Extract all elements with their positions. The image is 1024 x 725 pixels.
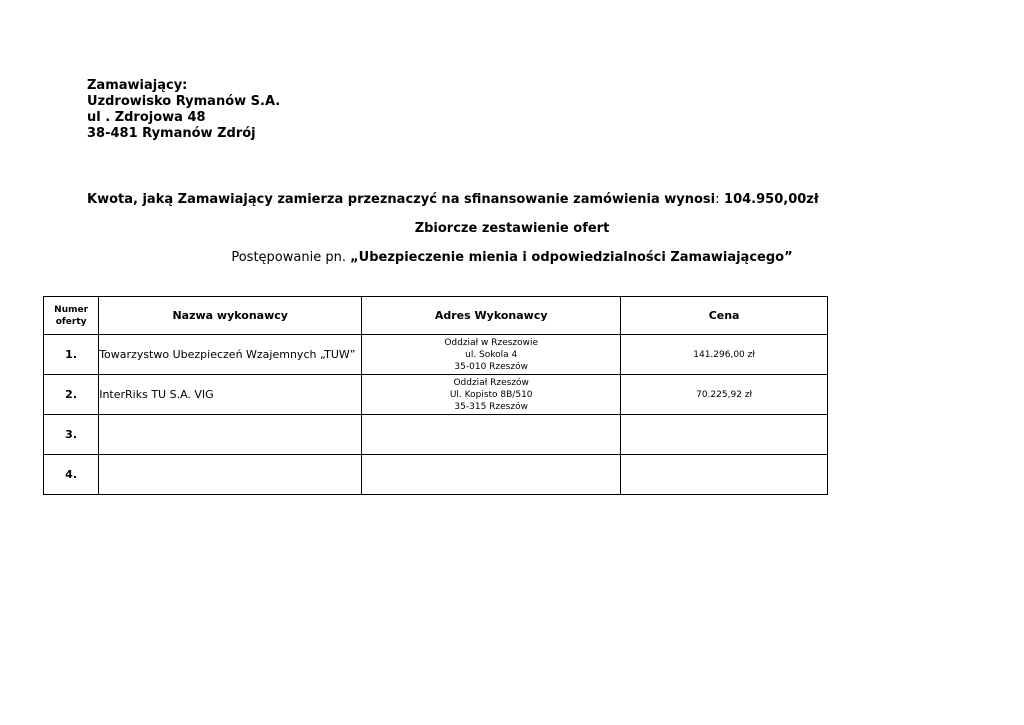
offer-number-cell: 1. [44,335,99,375]
contracting-authority-name: Uzdrowisko Rymanów S.A. [87,94,281,109]
contractor-name-cell [99,415,362,455]
table-row [44,455,828,495]
header-offer-number [44,297,99,335]
proceeding-name: „Ubezpieczenie mienia i odpowiedzialności Zamawiającego” [350,250,793,265]
table-row [44,375,828,415]
budget-amount-text: Kwota, jaką Zamawiający zamierza przeznaczyć na sfinansowanie zamówienia wynosi [87,192,716,207]
table-row [44,415,828,455]
table-row [44,335,828,375]
address-line: Oddział Rzeszów [453,377,529,388]
contractor-name-cell: Towarzystwo Ubezpieczeń Wzajemnych „TUW” [99,335,362,375]
budget-amount-value: 104.950,00zł [719,192,819,207]
contracting-authority-label: Zamawiający: [87,78,188,93]
header-offer-number-line2: oferty [55,316,87,327]
proceeding-prefix: Postępowanie pn. [231,250,351,265]
address-line: 35-315 Rzeszów [454,401,528,412]
offer-number-cell: 2. [44,375,99,415]
address-line: ul. Sokola 4 [465,349,518,360]
offer-number-cell: 3. [44,415,99,455]
contractor-name-cell [99,455,362,495]
price-cell [621,415,828,455]
offers-table [43,296,828,495]
price-cell: 70.225,92 zł [621,375,828,415]
price-cell [621,455,828,495]
contractor-address-cell [362,335,621,375]
contracting-authority-street: ul . Zdrojowa 48 [87,110,206,125]
address-line: Oddział w Rzeszowie [444,337,539,348]
contracting-authority-city: 38-481 Rymanów Zdrój [87,126,256,141]
contractor-address-cell [362,415,621,455]
header-offer-number-line1: Numer [54,304,89,315]
offer-number-cell: 4. [44,455,99,495]
address-line: Ul. Kopisto 8B/510 [449,389,533,400]
summary-title: Zbiorcze zestawienie ofert [414,221,610,236]
budget-amount-line [87,192,819,207]
contractor-address-cell [362,375,621,415]
budget-amount-colon: : [715,192,720,207]
proceeding-line [0,250,1024,265]
header-contractor-name: Nazwa wykonawcy [99,297,362,335]
table-header-row [44,297,828,335]
header-price: Cena [621,297,828,335]
price-cell: 141.296,00 zł [621,335,828,375]
header-contractor-address: Adres Wykonawcy [362,297,621,335]
address-line: 35-010 Rzeszów [454,361,528,372]
contractor-address-cell [362,455,621,495]
contractor-name-cell: InterRiks TU S.A. VIG [99,375,362,415]
contracting-authority-block [87,78,280,142]
